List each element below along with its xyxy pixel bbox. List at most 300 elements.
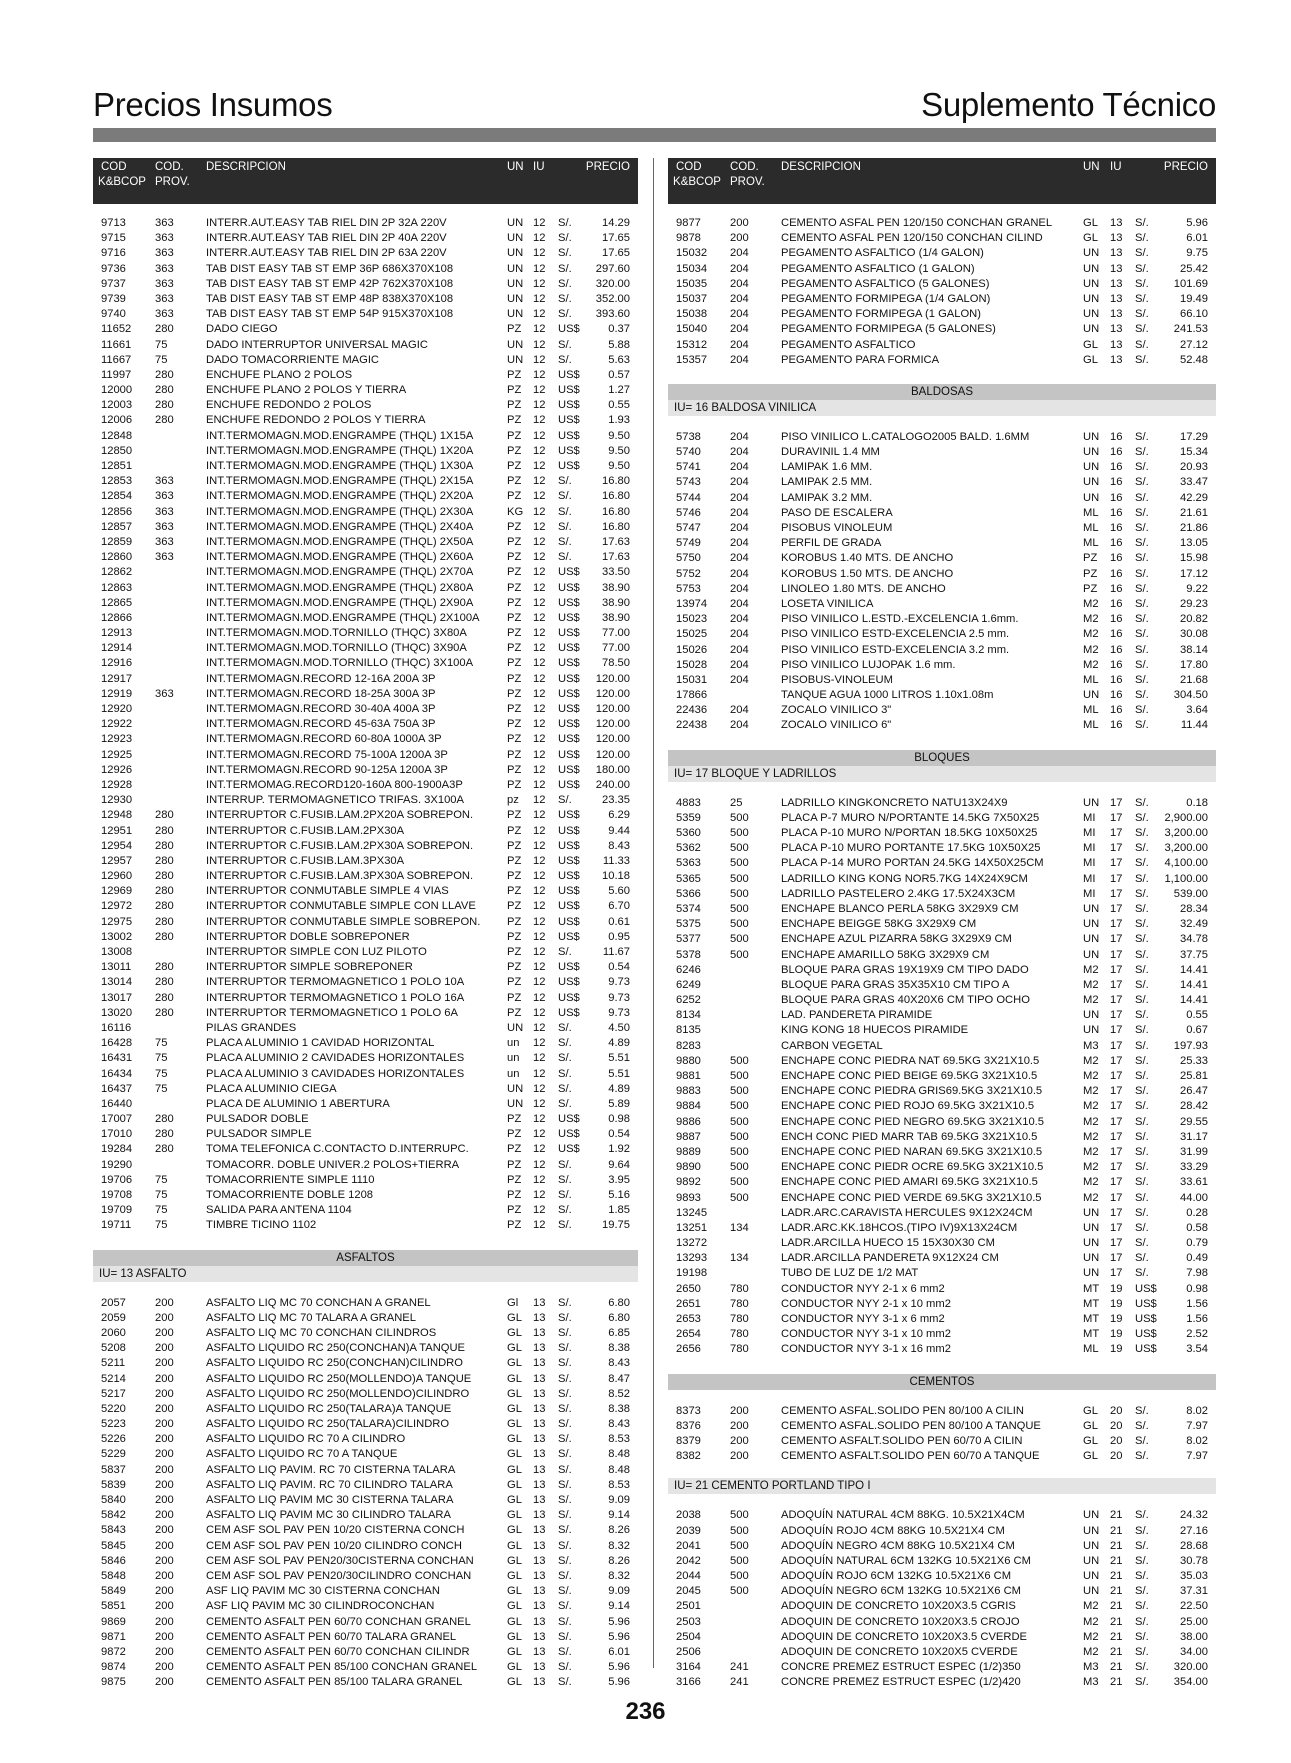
table-row bbox=[93, 1615, 638, 1630]
description-cell: LINOLEO 1.80 MTS. DE ANCHO bbox=[781, 582, 946, 595]
description-cell: ZOCALO VINILICO 6" bbox=[781, 719, 892, 732]
prov-cell: 75 bbox=[155, 1219, 168, 1232]
currency-cell: S/. bbox=[1135, 491, 1149, 504]
prov-cell: 500 bbox=[730, 887, 749, 900]
prov-cell: 363 bbox=[155, 217, 174, 229]
currency-cell: S/. bbox=[558, 1082, 572, 1095]
currency-cell: S/. bbox=[558, 353, 572, 366]
price-cell: 31.17 bbox=[1180, 1130, 1208, 1143]
description-cell: CEMENTO ASFAL PEN 120/150 CONCHAN CILIND bbox=[781, 232, 1043, 245]
currency-cell: US$ bbox=[558, 733, 580, 746]
currency-cell: US$ bbox=[1135, 1297, 1157, 1310]
iu-cell: 12 bbox=[533, 672, 546, 685]
unit-cell: UN bbox=[1083, 1009, 1100, 1022]
table-row bbox=[668, 718, 1216, 733]
cod-cell: 9715 bbox=[101, 232, 126, 245]
header-cod-prov: COD. bbox=[730, 161, 759, 173]
price-cell: 19.75 bbox=[602, 1219, 630, 1232]
iu-cell: 13 bbox=[533, 1463, 546, 1476]
price-cell: 21.61 bbox=[1180, 506, 1208, 519]
currency-cell: S/. bbox=[558, 1097, 572, 1110]
iu-cell: 17 bbox=[1110, 887, 1123, 900]
table-row bbox=[93, 1097, 638, 1112]
price-cell: 8.32 bbox=[608, 1539, 630, 1552]
table-row bbox=[668, 1569, 1216, 1584]
cod-cell: 2057 bbox=[101, 1296, 126, 1309]
cod-cell: 19711 bbox=[101, 1219, 132, 1232]
description-cell: LADRILLO KING KONG NOR5.7KG 14X24X9CM bbox=[781, 872, 1028, 885]
cod-cell: 2041 bbox=[676, 1539, 701, 1552]
left-price-table bbox=[93, 158, 638, 1690]
description-cell: ASFALTO LIQUIDO RC 250(CONCHAN)CILINDRO bbox=[206, 1357, 463, 1370]
prov-cell: 200 bbox=[155, 1448, 174, 1461]
description-cell: INT.TERMOMAGN.MOD.ENGRAMPE (THQL) 2X15A bbox=[206, 475, 474, 488]
subsection-header: IU= 17 BLOQUE Y LADRILLOS bbox=[668, 766, 1216, 782]
iu-cell: 12 bbox=[533, 323, 546, 336]
price-cell: 28.68 bbox=[1180, 1539, 1208, 1552]
table-row bbox=[668, 1115, 1216, 1130]
prov-cell: 500 bbox=[730, 1570, 749, 1583]
unit-cell: PZ bbox=[507, 596, 522, 609]
description-cell: INT.TERMOMAGN.MOD.ENGRAMPE (THQL) 2X80A bbox=[206, 581, 474, 594]
prov-cell: 204 bbox=[730, 247, 749, 260]
currency-cell: S/. bbox=[1135, 476, 1149, 489]
currency-cell: S/. bbox=[1135, 1646, 1149, 1658]
cod-cell: 13272 bbox=[676, 1237, 708, 1250]
iu-cell: 17 bbox=[1110, 978, 1123, 991]
table-row bbox=[668, 963, 1216, 978]
description-cell: INT.TERMOMAG.RECORD120-160A 800-1900A3P bbox=[206, 778, 463, 791]
iu-cell: 12 bbox=[533, 551, 546, 564]
price-cell: 17.80 bbox=[1180, 658, 1208, 671]
iu-cell: 21 bbox=[1110, 1524, 1123, 1537]
prov-cell: 204 bbox=[730, 292, 749, 305]
table-row bbox=[93, 353, 638, 368]
unit-cell: PZ bbox=[507, 946, 522, 958]
table-row bbox=[668, 1524, 1216, 1539]
price-cell: 35.03 bbox=[1180, 1570, 1208, 1583]
description-cell: PULSADOR DOBLE bbox=[206, 1113, 309, 1126]
iu-cell: 13 bbox=[1110, 247, 1123, 260]
description-cell: SALIDA PARA ANTENA 1104 bbox=[206, 1204, 352, 1217]
iu-cell: 12 bbox=[533, 854, 546, 867]
table-row bbox=[668, 1099, 1216, 1114]
description-cell: PLACA P-7 MURO N/PORTANTE 14.5KG 7X50X25 bbox=[781, 811, 1040, 824]
iu-cell: 16 bbox=[1110, 567, 1123, 580]
cod-cell: 9875 bbox=[101, 1676, 126, 1689]
description-cell: INT.TERMOMAGN.RECORD 60-80A 1000A 3P bbox=[206, 733, 442, 746]
currency-cell: S/. bbox=[558, 1296, 572, 1309]
description-cell: CEMENTO ASFALT PEN 60/70 CONCHAN GRANEL bbox=[206, 1615, 471, 1628]
description-cell: PEGAMENTO FORMIPEGA (1 GALON) bbox=[781, 308, 981, 321]
table-row bbox=[668, 1615, 1216, 1630]
iu-cell: 12 bbox=[533, 384, 546, 397]
cod-cell: 5843 bbox=[101, 1524, 126, 1537]
currency-cell: S/. bbox=[1135, 613, 1149, 626]
description-cell: LADR.ARCILLA PANDERETA 9X12X24 CM bbox=[781, 1252, 999, 1265]
description-cell: INT.TERMOMAGN.RECORD 45-63A 750A 3P bbox=[206, 718, 436, 731]
price-cell: 25.81 bbox=[1180, 1070, 1208, 1082]
price-cell: 4.89 bbox=[608, 1082, 630, 1095]
currency-cell: S/. bbox=[558, 520, 572, 533]
currency-cell: S/. bbox=[558, 1173, 572, 1186]
cod-cell: 5750 bbox=[676, 552, 701, 565]
table-row bbox=[93, 1051, 638, 1066]
iu-cell: 13 bbox=[533, 1509, 546, 1522]
table-row bbox=[93, 1478, 638, 1493]
price-cell: 1.56 bbox=[1186, 1313, 1208, 1325]
cod-cell: 9889 bbox=[676, 1145, 701, 1158]
iu-cell: 16 bbox=[1110, 506, 1123, 519]
cod-cell: 5362 bbox=[676, 842, 701, 855]
unit-cell: GL bbox=[507, 1387, 522, 1400]
table-row bbox=[93, 702, 638, 717]
table-row bbox=[93, 246, 638, 261]
prov-cell: 280 bbox=[155, 1113, 174, 1126]
header-prov: PROV. bbox=[155, 176, 190, 188]
price-cell: 16.80 bbox=[602, 490, 630, 503]
table-row bbox=[93, 960, 638, 975]
table-row bbox=[93, 1356, 638, 1371]
table-row bbox=[93, 824, 638, 839]
currency-cell: US$ bbox=[558, 399, 580, 412]
prov-cell: 500 bbox=[730, 1524, 749, 1537]
table-row bbox=[93, 565, 638, 580]
unit-cell: PZ bbox=[507, 475, 522, 488]
description-cell: INTERRUPTOR CONMUTABLE SIMPLE 4 VIAS bbox=[206, 885, 449, 898]
header-un: UN bbox=[507, 161, 524, 173]
description-cell: INT.TERMOMAGN.MOD.ENGRAMPE (THQL) 2X40A bbox=[206, 520, 474, 533]
price-cell: 8.32 bbox=[608, 1569, 630, 1582]
table-row bbox=[668, 993, 1216, 1008]
iu-cell: 12 bbox=[533, 460, 546, 472]
cod-cell: 9736 bbox=[101, 262, 126, 275]
cod-cell: 15357 bbox=[676, 353, 708, 366]
price-cell: 31.99 bbox=[1180, 1145, 1208, 1158]
currency-cell: S/. bbox=[1135, 446, 1149, 459]
cod-cell: 5226 bbox=[101, 1433, 126, 1446]
prov-cell: 500 bbox=[730, 1145, 749, 1158]
unit-cell: ML bbox=[1083, 522, 1099, 534]
price-cell: 5.16 bbox=[608, 1189, 630, 1201]
currency-cell: US$ bbox=[558, 703, 580, 715]
price-cell: 297.60 bbox=[595, 262, 630, 275]
table-row bbox=[668, 703, 1216, 718]
description-cell: PISO VINILICO ESTD-EXCELENCIA 2.5 mm. bbox=[781, 628, 1010, 641]
currency-cell: S/. bbox=[558, 338, 572, 351]
table-row bbox=[93, 1326, 638, 1341]
price-cell: 26.47 bbox=[1180, 1085, 1208, 1098]
table-row bbox=[668, 658, 1216, 673]
prov-cell: 280 bbox=[155, 976, 174, 989]
description-cell: TANQUE AGUA 1000 LITROS 1.10x1.08m bbox=[781, 689, 994, 702]
cod-cell: 5752 bbox=[676, 567, 701, 580]
unit-cell: UN bbox=[507, 1082, 524, 1095]
price-cell: 0.67 bbox=[1186, 1024, 1208, 1037]
cod-cell: 5366 bbox=[676, 887, 701, 900]
unit-cell: UN bbox=[507, 277, 524, 290]
cod-cell: 5360 bbox=[676, 827, 701, 839]
description-cell: INTERR.AUT.EASY TAB RIEL DIN 2P 63A 220V bbox=[206, 247, 447, 260]
price-cell: 0.54 bbox=[608, 961, 630, 974]
table-row bbox=[93, 1112, 638, 1127]
cod-cell: 9886 bbox=[676, 1115, 701, 1128]
table-row bbox=[93, 1311, 638, 1326]
currency-cell: US$ bbox=[558, 976, 580, 989]
prov-cell: 204 bbox=[730, 673, 749, 686]
table-row bbox=[668, 231, 1216, 246]
prov-cell: 200 bbox=[155, 1630, 174, 1643]
cod-cell: 5359 bbox=[676, 811, 701, 824]
description-cell: ASF LIQ PAVIM MC 30 CILINDROCONCHAN bbox=[206, 1600, 435, 1613]
iu-cell: 12 bbox=[533, 353, 546, 366]
price-cell: 32.49 bbox=[1180, 918, 1208, 931]
table-row bbox=[668, 1282, 1216, 1297]
currency-cell: S/. bbox=[558, 262, 572, 275]
iu-cell: 12 bbox=[533, 1006, 546, 1019]
description-cell: PLACA P-10 MURO PORTANTE 17.5KG 10X50X25 bbox=[781, 842, 1041, 855]
currency-cell: S/. bbox=[1135, 1630, 1149, 1643]
description-cell: TAB DIST EASY TAB ST EMP 48P 838X370X108 bbox=[206, 292, 454, 305]
iu-cell: 12 bbox=[533, 520, 546, 533]
unit-cell: ML bbox=[1083, 537, 1099, 550]
prov-cell: 200 bbox=[155, 1372, 174, 1385]
iu-cell: 20 bbox=[1110, 1404, 1123, 1417]
unit-cell: GL bbox=[507, 1478, 522, 1491]
cod-cell: 9887 bbox=[676, 1130, 701, 1143]
header-cod-prov: COD. bbox=[155, 161, 184, 173]
table-row bbox=[93, 1296, 638, 1311]
unit-cell: GL bbox=[507, 1418, 522, 1431]
prov-cell: 200 bbox=[155, 1342, 174, 1355]
currency-cell: S/. bbox=[1135, 1570, 1149, 1583]
table-row bbox=[668, 1039, 1216, 1054]
cod-cell: 6246 bbox=[676, 963, 701, 976]
page-title-left: Precios Insumos bbox=[93, 86, 333, 123]
header-descripcion: DESCRIPCION bbox=[781, 161, 861, 173]
iu-cell: 17 bbox=[1110, 1100, 1123, 1113]
price-cell: 0.55 bbox=[608, 399, 630, 412]
prov-cell: 204 bbox=[730, 506, 749, 519]
unit-cell: PZ bbox=[507, 323, 522, 336]
price-cell: 241.53 bbox=[1173, 323, 1208, 336]
cod-cell: 5375 bbox=[676, 918, 701, 931]
cod-cell: 12917 bbox=[101, 672, 133, 685]
iu-cell: 17 bbox=[1110, 1085, 1123, 1098]
cod-cell: 8379 bbox=[676, 1434, 701, 1447]
table-row bbox=[668, 1266, 1216, 1281]
unit-cell: PZ bbox=[507, 930, 522, 943]
currency-cell: S/. bbox=[1135, 262, 1149, 275]
cod-cell: 12866 bbox=[101, 611, 133, 624]
prov-cell: 500 bbox=[730, 1509, 749, 1522]
currency-cell: S/. bbox=[558, 1539, 572, 1552]
cod-cell: 2045 bbox=[676, 1585, 701, 1598]
currency-cell: US$ bbox=[558, 429, 580, 442]
cod-cell: 2506 bbox=[676, 1646, 701, 1658]
prov-cell: 280 bbox=[155, 323, 174, 336]
iu-cell: 12 bbox=[533, 733, 546, 746]
price-cell: 37.75 bbox=[1180, 948, 1208, 961]
description-cell: ASFALTO LIQ PAVIM. RC 70 CILINDRO TALARA bbox=[206, 1478, 453, 1491]
prov-cell: 500 bbox=[730, 1130, 749, 1143]
price-cell: 15.34 bbox=[1180, 446, 1208, 459]
prov-cell: 500 bbox=[730, 872, 749, 885]
unit-cell: UN bbox=[1083, 262, 1100, 275]
table-row bbox=[93, 975, 638, 990]
price-cell: 5.63 bbox=[608, 353, 630, 366]
iu-cell: 17 bbox=[1110, 918, 1123, 931]
iu-cell: 13 bbox=[533, 1311, 546, 1324]
table-row bbox=[93, 1372, 638, 1387]
price-cell: 2,900.00 bbox=[1164, 811, 1208, 824]
currency-cell: S/. bbox=[1135, 461, 1149, 474]
description-cell: CEMENTO ASFALT PEN 60/70 TALARA GRANEL bbox=[206, 1630, 457, 1643]
unit-cell: M2 bbox=[1083, 1646, 1099, 1658]
description-cell: ASFALTO LIQ MC 70 TALARA A GRANEL bbox=[206, 1311, 416, 1324]
iu-cell: 13 bbox=[533, 1585, 546, 1598]
iu-cell: 12 bbox=[533, 824, 546, 837]
cod-cell: 12914 bbox=[101, 642, 133, 655]
unit-cell: UN bbox=[1083, 918, 1100, 931]
iu-cell: 13 bbox=[533, 1645, 546, 1658]
table-row bbox=[668, 811, 1216, 826]
price-cell: 25.33 bbox=[1180, 1054, 1208, 1067]
prov-cell: 204 bbox=[730, 522, 749, 534]
unit-cell: GL bbox=[507, 1326, 522, 1339]
description-cell: INTERRUPTOR C.FUSIB.LAM.2PX30A bbox=[206, 824, 405, 837]
currency-cell: US$ bbox=[558, 1006, 580, 1019]
iu-cell: 12 bbox=[533, 490, 546, 503]
cod-cell: 2503 bbox=[676, 1615, 701, 1628]
cod-cell: 8382 bbox=[676, 1450, 701, 1463]
table-row bbox=[93, 611, 638, 626]
cod-cell: 19198 bbox=[676, 1267, 708, 1280]
cod-cell: 2504 bbox=[676, 1630, 701, 1643]
currency-cell: S/. bbox=[1135, 628, 1149, 641]
iu-cell: 12 bbox=[533, 338, 546, 351]
price-cell: 22.50 bbox=[1180, 1600, 1208, 1613]
table-row bbox=[93, 581, 638, 596]
table-row bbox=[668, 1251, 1216, 1266]
iu-cell: 17 bbox=[1110, 994, 1123, 1007]
iu-cell: 16 bbox=[1110, 522, 1123, 534]
iu-cell: 13 bbox=[533, 1600, 546, 1613]
unit-cell: PZ bbox=[507, 414, 522, 427]
cod-cell: 12851 bbox=[101, 460, 133, 472]
table-row bbox=[93, 641, 638, 656]
currency-cell: US$ bbox=[558, 763, 580, 776]
prov-cell: 780 bbox=[730, 1328, 749, 1341]
description-cell: ENCHUFE PLANO 2 POLOS Y TIERRA bbox=[206, 384, 407, 397]
currency-cell: S/. bbox=[1135, 1100, 1149, 1113]
iu-cell: 13 bbox=[533, 1418, 546, 1431]
description-cell: INTERRUPTOR C.FUSIB.LAM.2PX30A SOBREPON. bbox=[206, 839, 474, 852]
price-cell: 9.50 bbox=[608, 429, 630, 442]
price-cell: 33.29 bbox=[1180, 1161, 1208, 1174]
iu-cell: 17 bbox=[1110, 1176, 1123, 1189]
description-cell: ASFALTO LIQ PAVIM MC 30 CISTERNA TALARA bbox=[206, 1494, 454, 1506]
table-row bbox=[668, 1145, 1216, 1160]
cod-cell: 12863 bbox=[101, 581, 133, 594]
unit-cell: ML bbox=[1083, 506, 1099, 519]
iu-cell: 12 bbox=[533, 581, 546, 594]
currency-cell: S/. bbox=[1135, 1419, 1149, 1432]
currency-cell: S/. bbox=[558, 308, 572, 321]
price-cell: 320.00 bbox=[1173, 1661, 1208, 1674]
prov-cell: 204 bbox=[730, 262, 749, 275]
description-cell: CEMENTO ASFALT PEN 85/100 CONCHAN GRANEL bbox=[206, 1661, 478, 1674]
cod-cell: 12926 bbox=[101, 763, 133, 776]
price-cell: 34.78 bbox=[1180, 933, 1208, 946]
price-cell: 0.54 bbox=[608, 1128, 630, 1141]
unit-cell: M3 bbox=[1083, 1661, 1099, 1674]
iu-cell: 13 bbox=[1110, 338, 1123, 351]
currency-cell: S/. bbox=[558, 1585, 572, 1598]
currency-cell: S/. bbox=[558, 535, 572, 548]
prov-cell: 200 bbox=[155, 1509, 174, 1522]
description-cell: PLACA ALUMINIO 3 CAVIDADES HORIZONTALES bbox=[206, 1067, 465, 1080]
prov-cell: 500 bbox=[730, 811, 749, 824]
unit-cell: M2 bbox=[1083, 994, 1099, 1007]
unit-cell: UN bbox=[1083, 308, 1100, 321]
iu-cell: 17 bbox=[1110, 1054, 1123, 1067]
table-row bbox=[93, 338, 638, 353]
description-cell: DURAVINIL 1.4 MM bbox=[781, 446, 880, 459]
iu-cell: 13 bbox=[533, 1524, 546, 1537]
description-cell: ASFALTO LIQUIDO RC 250(CONCHAN)A TANQUE bbox=[206, 1342, 466, 1355]
prov-cell: 200 bbox=[155, 1539, 174, 1552]
price-cell: 1.85 bbox=[608, 1204, 630, 1217]
currency-cell: S/. bbox=[1135, 857, 1149, 870]
cod-cell: 12948 bbox=[101, 809, 133, 822]
prov-cell: 280 bbox=[155, 839, 174, 852]
description-cell: ENCHAPE CONC PIEDR OCRE 69.5KG 3X21X10.5 bbox=[781, 1161, 1044, 1174]
cod-cell: 19284 bbox=[101, 1143, 133, 1156]
unit-cell: GL bbox=[507, 1372, 522, 1385]
currency-cell: S/. bbox=[1135, 1554, 1149, 1567]
price-cell: 0.28 bbox=[1186, 1206, 1208, 1219]
cod-cell: 9716 bbox=[101, 247, 126, 260]
table-row bbox=[668, 1191, 1216, 1206]
currency-cell: S/. bbox=[1135, 658, 1149, 671]
header-kbcop: K&BCOP bbox=[673, 176, 721, 188]
table-row bbox=[668, 551, 1216, 566]
cod-cell: 19708 bbox=[101, 1189, 133, 1201]
table-row bbox=[93, 1645, 638, 1660]
prov-cell: 500 bbox=[730, 918, 749, 931]
price-cell: 33.61 bbox=[1180, 1176, 1208, 1189]
iu-cell: 16 bbox=[1110, 476, 1123, 489]
cod-cell: 12972 bbox=[101, 900, 133, 913]
unit-cell: UN bbox=[1083, 277, 1100, 290]
table-row bbox=[93, 869, 638, 884]
iu-cell: 19 bbox=[1110, 1297, 1123, 1310]
prov-cell: 200 bbox=[730, 1419, 749, 1432]
iu-cell: 12 bbox=[533, 657, 546, 670]
unit-cell: PZ bbox=[507, 824, 522, 837]
description-cell: PLACA ALUMINIO 1 CAVIDAD HORIZONTAL bbox=[206, 1037, 435, 1050]
prov-cell: 204 bbox=[730, 323, 749, 336]
cod-cell: 12000 bbox=[101, 384, 133, 397]
unit-cell: PZ bbox=[507, 961, 522, 974]
price-cell: 0.55 bbox=[1186, 1009, 1208, 1022]
prov-cell: 204 bbox=[730, 461, 749, 474]
cod-cell: 12853 bbox=[101, 475, 133, 488]
description-cell: ENCHAPE BEIGGE 58KG 3X29X9 CM bbox=[781, 918, 977, 931]
unit-cell: Gl bbox=[507, 1296, 519, 1309]
currency-cell: S/. bbox=[558, 1615, 572, 1628]
